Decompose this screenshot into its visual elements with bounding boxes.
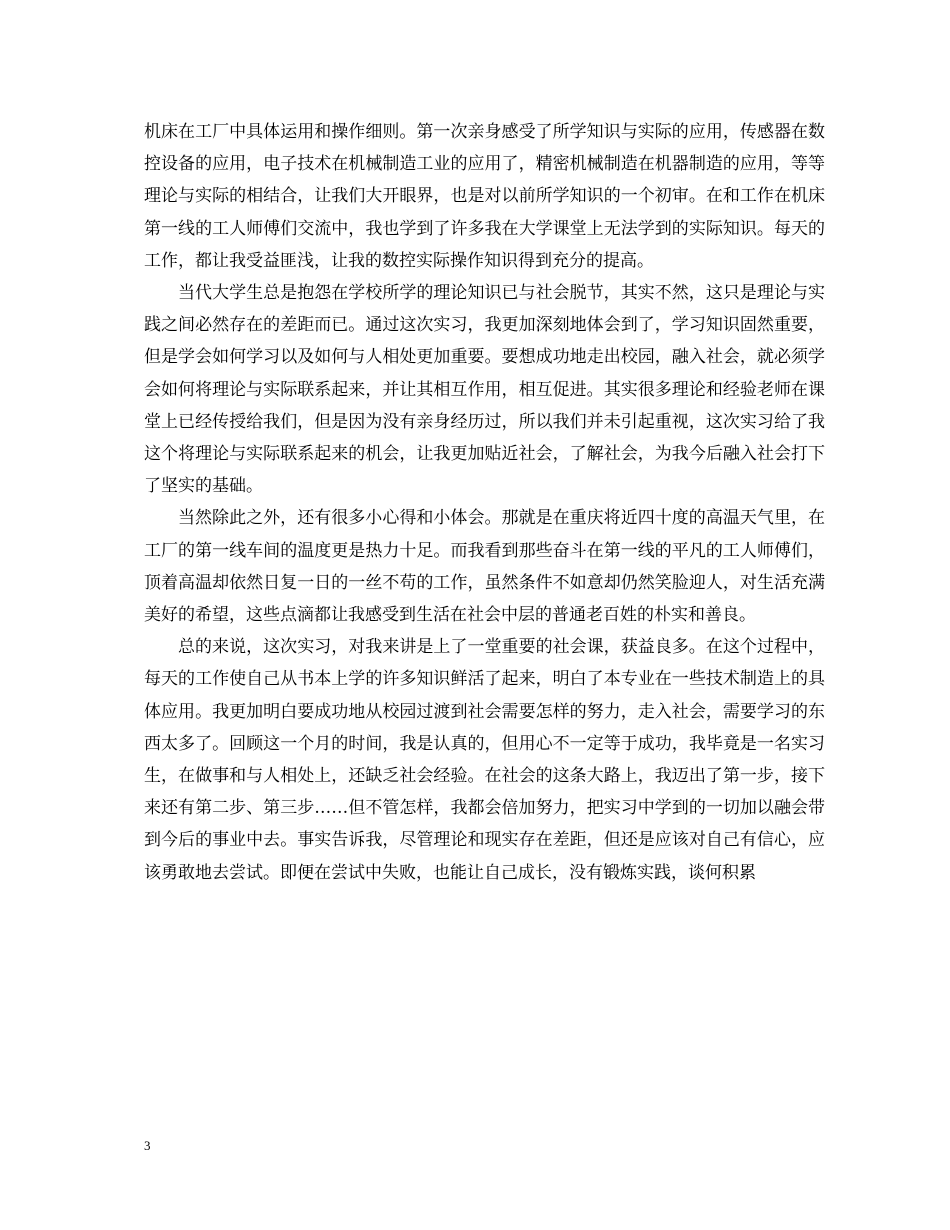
paragraph-continuation: 机床在工厂中具体运用和操作细则。第一次亲身感受了所学知识与实际的应用，传感器在数控设备的应用，电子技术在机械制造工业的应用了，精密机械制造在机器制造的应用，等等理论与实际的相结合，让我们大开眼界，也是对以前所学知识的一个初审。在和工作在机床第一线的工人师傅们交流中，我也学到了许多我在大学课堂上无法学到的实际知识。每天的工作，都让我受益匪浅，让我的数控实际操作知识得到充分的提高。 — [144, 122, 825, 271]
paragraph: 当然除此之外，还有很多小心得和小体会。那就是在重庆将近四十度的高温天气里，在工厂的第一线车间的温度更是热力十足。而我看到那些奋斗在第一线的平凡的工人师傅们，顶着高温却依然日复一日的一丝不苟的工作，虽然条件不如意却仍然笑脸迎人，对生活充满美好的希望，这些点滴都让我感受到生活在社会中层的普通老百姓的朴实和善良。 — [144, 508, 825, 626]
paragraph: 总的来说，这次实习，对我来讲是上了一堂重要的社会课，获益良多。在这个过程中，每天的工作使自己从书本上学的许多知识鲜活了起来，明白了本专业在一些技术制造上的具体应用。我更加明白要成功地从校园过渡到社会需要怎样的努力，走入社会，需要学习的东西太多了。回顾这一个月的时间，我是认真的，但用心不一定等于成功，我毕竟是一名实习生，在做事和与人相处上，还缺乏社会经验。在社会的这条大路上，我迈出了第一步，接下来还有第二步、第三步……但不管怎样，我都会倍加努力，把实习中学到的一切加以融会带到今后的事业中去。事实告诉我，尽管理论和现实存在差距，但还是应该对自己有信心，应该勇敢地去尝试。即便在尝试中失败，也能让自己成长，没有锻炼实践，谈何积累 — [144, 637, 825, 883]
body-text — [144, 116, 825, 889]
page-number: 3 — [144, 1138, 151, 1153]
paragraph: 当代大学生总是抱怨在学校所学的理论知识已与社会脱节，其实不然，这只是理论与实践之间必然存在的差距而已。通过这次实习，我更加深刻地体会到了，学习知识固然重要，但是学会如何学习以及如何与人相处更加重要。要想成功地走出校园，融入社会，就必须学会如何将理论与实际联系起来，并让其相互作用，相互促进。其实很多理论和经验老师在课堂上已经传授给我们，但是因为没有亲身经历过，所以我们并未引起重视，这次实习给了我这个将理论与实际联系起来的机会，让我更加贴近社会，了解社会，为我今后融入社会打下了坚实的基础。 — [144, 283, 825, 497]
